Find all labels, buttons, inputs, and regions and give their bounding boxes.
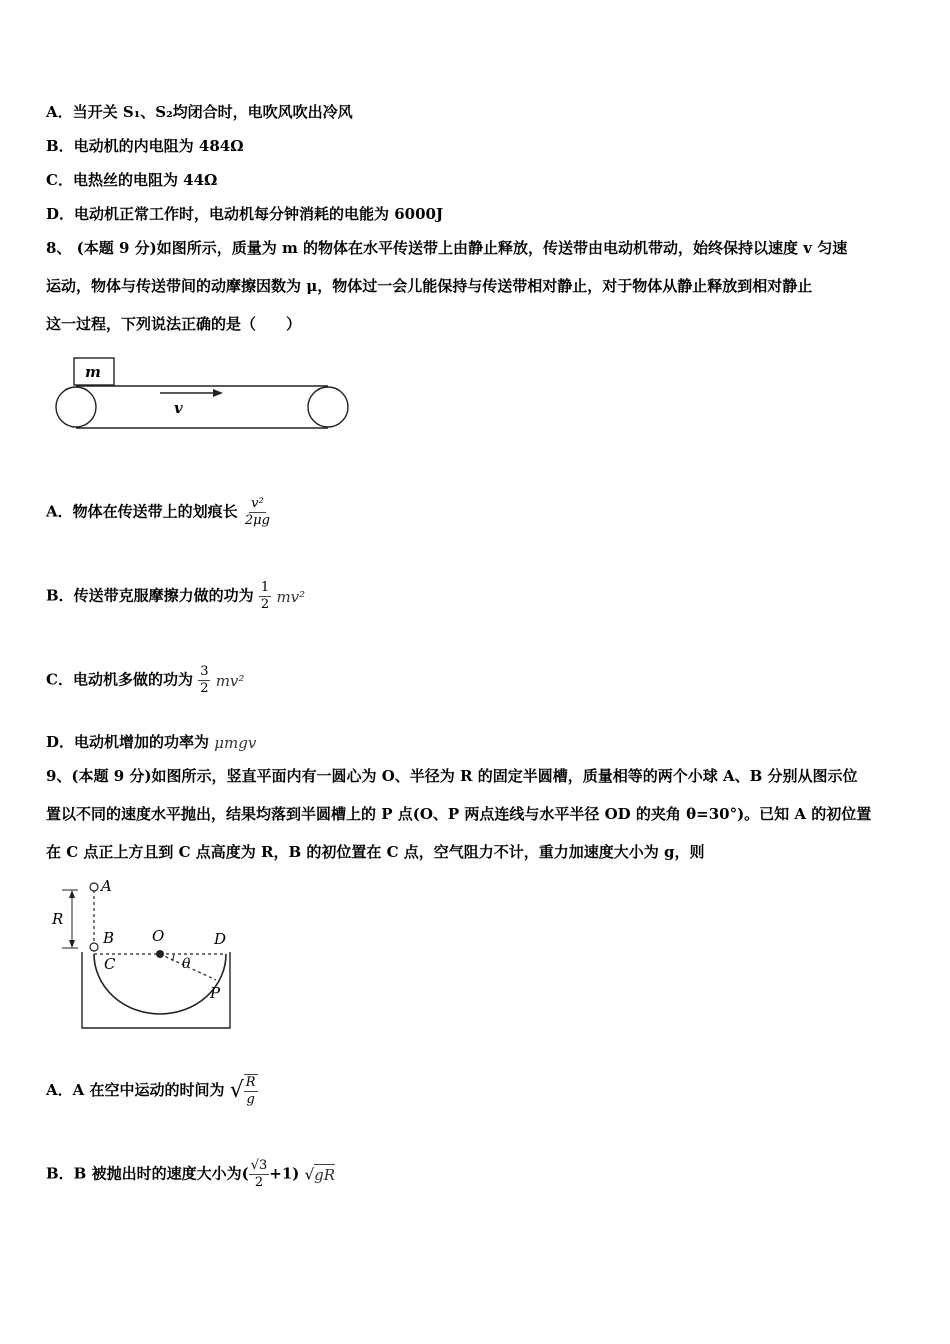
q7-option-c: C．电热丝的电阻为 44Ω <box>46 171 218 189</box>
velocity-arrowhead <box>213 389 223 397</box>
r-arrow-down <box>69 940 75 948</box>
conveyor-belt-figure <box>52 355 352 435</box>
sqrt-icon: √ <box>304 1165 315 1184</box>
q9-option-b-mid: +1) <box>269 1164 300 1183</box>
semicircle-groove-figure <box>48 876 238 1034</box>
q7-option-a: A．当开关 S₁、S₂均闭合时，电吹风吹出冷风 <box>46 103 353 121</box>
label-o: O <box>152 927 165 945</box>
fraction-numerator: v² <box>251 496 264 511</box>
fraction-denominator: 2 <box>200 681 209 696</box>
fraction-numerator: √3 <box>250 1158 268 1173</box>
q7-option-d: D．电动机正常工作时，电动机每分钟消耗的电能为 6000J <box>46 205 444 223</box>
fraction-numerator: 3 <box>200 664 209 679</box>
sqrt-icon: √ <box>229 1078 244 1103</box>
left-roller <box>56 387 96 427</box>
q8-option-b-text: B．传送带克服摩擦力做的功为 <box>46 586 254 605</box>
fraction-numerator: R <box>245 1075 256 1090</box>
q7-option-b: B．电动机的内电阻为 484Ω <box>46 137 244 155</box>
label-b: B <box>103 929 115 947</box>
ball-b <box>90 943 98 951</box>
q9-option-b-text: B．B 被抛出时的速度大小为( <box>46 1164 249 1183</box>
ball-a <box>90 883 98 891</box>
fraction-denominator: 2 <box>260 597 270 612</box>
q8-option-a <box>46 496 272 529</box>
q9-stem-line-2: 置以不同的速度水平抛出，结果均落到半圆槽上的 P 点(O、P 两点连线与水平半径 OD 的夹角 θ=30°)。已知 A 的初位置 <box>46 805 872 823</box>
q8-option-b <box>46 580 305 613</box>
q9-option-b <box>46 1158 335 1191</box>
label-p: P <box>210 984 221 1002</box>
label-a: A <box>101 877 112 895</box>
q9-stem-line-3: 在 C 点正上方且到 C 点高度为 R，B 的初位置在 C 点，空气阻力不计，重力加速度大小为 g，则 <box>46 843 705 861</box>
q8-option-c-text: C．电动机多做的功为 <box>46 670 193 689</box>
q8-option-c-fraction <box>198 664 210 697</box>
fraction-denominator: 2μg <box>244 513 270 528</box>
fraction-denominator: 2 <box>254 1175 264 1190</box>
label-c: C <box>104 955 116 973</box>
velocity-label: v <box>174 399 183 417</box>
q8-stem-line-1: 8、 (本题 9 分)如图所示，质量为 m 的物体在水平传送带上由静止释放，传送带由电动机带动，始终保持以速度 v 匀速 <box>46 239 848 257</box>
label-r: R <box>52 910 64 928</box>
fraction-denominator: g <box>246 1092 255 1107</box>
fraction-numerator: 1 <box>260 580 270 595</box>
q8-option-d-text: D．电动机增加的功率为 <box>46 733 210 751</box>
q9-option-a <box>46 1074 258 1108</box>
q9-option-b-fraction <box>249 1158 270 1191</box>
block-m-label: m <box>85 363 101 381</box>
r-arrow-up <box>69 890 75 898</box>
q8-option-a-fraction <box>243 496 272 529</box>
q8-option-b-formula: mv² <box>276 587 306 606</box>
q8-option-d-formula: μmgv <box>214 734 257 752</box>
q8-stem-line-2: 运动，物体与传送带间的动摩擦因数为 μ，物体过一会儿能保持与传送带相对静止，对于物体从静止释放到相对静止 <box>46 277 813 295</box>
label-theta: θ <box>182 956 191 972</box>
q8-stem-line-3: 这一过程，下列说法正确的是（ ） <box>46 315 302 333</box>
q9-option-a-text: A．A 在空中运动的时间为 <box>46 1081 225 1099</box>
q8-option-a-text: A．物体在传送带上的划痕长 <box>46 502 238 521</box>
right-roller <box>308 387 348 427</box>
q9-option-a-fraction <box>244 1074 258 1108</box>
q9-option-b-formula: gR <box>314 1166 336 1184</box>
label-d: D <box>214 930 227 948</box>
q8-option-c-formula: mv² <box>215 671 245 690</box>
q8-option-c <box>46 664 244 697</box>
q9-stem-line-1: 9、(本题 9 分)如图所示，竖直平面内有一圆心为 O、半径为 R 的固定半圆槽，质量相等的两个小球 A、B 分别从图示位 <box>46 767 858 785</box>
q8-option-d <box>46 732 256 753</box>
q8-option-b-fraction <box>259 580 271 613</box>
